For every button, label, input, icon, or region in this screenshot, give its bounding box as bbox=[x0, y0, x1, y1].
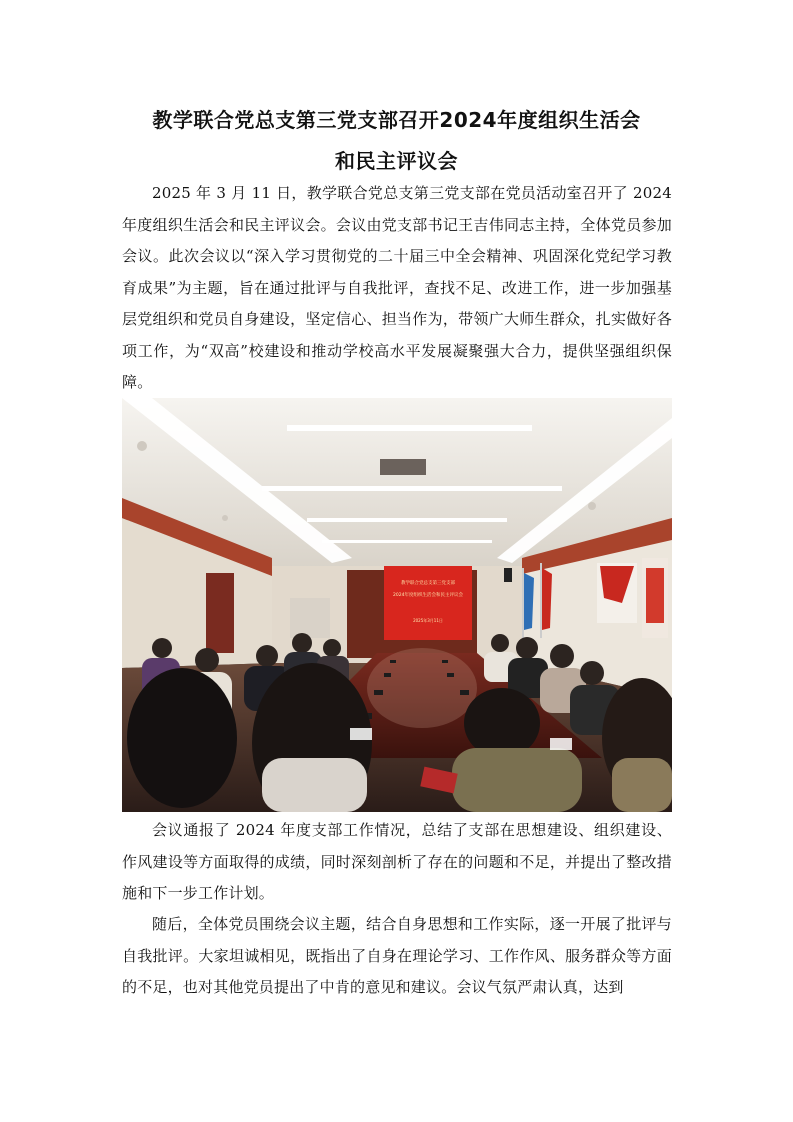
presentation-screen bbox=[384, 566, 472, 640]
screen-date: 2025年3月11日 bbox=[413, 618, 443, 623]
paragraph-criticism: 随后，全体党员围绕会议主题，结合自身思想和工作实际，逐一开展了批评与自我批评。大家坦诚相见，既指出了自身在理论学习、工作作风、服务群众等方面的不足，也对其他党员提出了中肯的意见和建议。会议气氛严肃认真，达到 bbox=[122, 915, 672, 996]
screen-line1: 教学联合党总支第三党支部 bbox=[401, 581, 455, 586]
paragraph-report: 会议通报了 2024 年度支部工作情况，总结了支部在思想建设、组织建设、作风建设等方面取得的成绩，同时深刻剖析了存在的问题和不足，并提出了整改措施和下一步工作计划。 bbox=[122, 821, 672, 902]
document-title-line1: 教学联合党总支第三党支部召开2024年度组织生活会 bbox=[152, 108, 641, 132]
paragraph-intro: 2025 年 3 月 11 日，教学联合党总支第三党支部在党员活动室召开了 2024 年度组织生活会和民主评议会。会议由党支部书记王吉伟同志主持，全体党员参加会议。此次会议以“深入学习贯彻党的二十届三中全会精神、巩固深化党纪学习教育成果”为主题，旨在通过批评与自我批评，查找不足、改进工作，进一步加强基层党组织和党员自身建设，坚定信心、担当作为，带领广大师生群众，扎实做好各项工作，为“双高”校建设和推动学校高水平发展凝聚强大合力，提供坚强组织保障。 bbox=[122, 184, 672, 391]
meeting-room-image bbox=[122, 398, 672, 812]
document-title-line2: 和民主评议会 bbox=[335, 149, 458, 173]
meeting-photo bbox=[122, 398, 672, 812]
screen-line2: 2024年度组织生活会和民主评议会 bbox=[393, 593, 463, 598]
